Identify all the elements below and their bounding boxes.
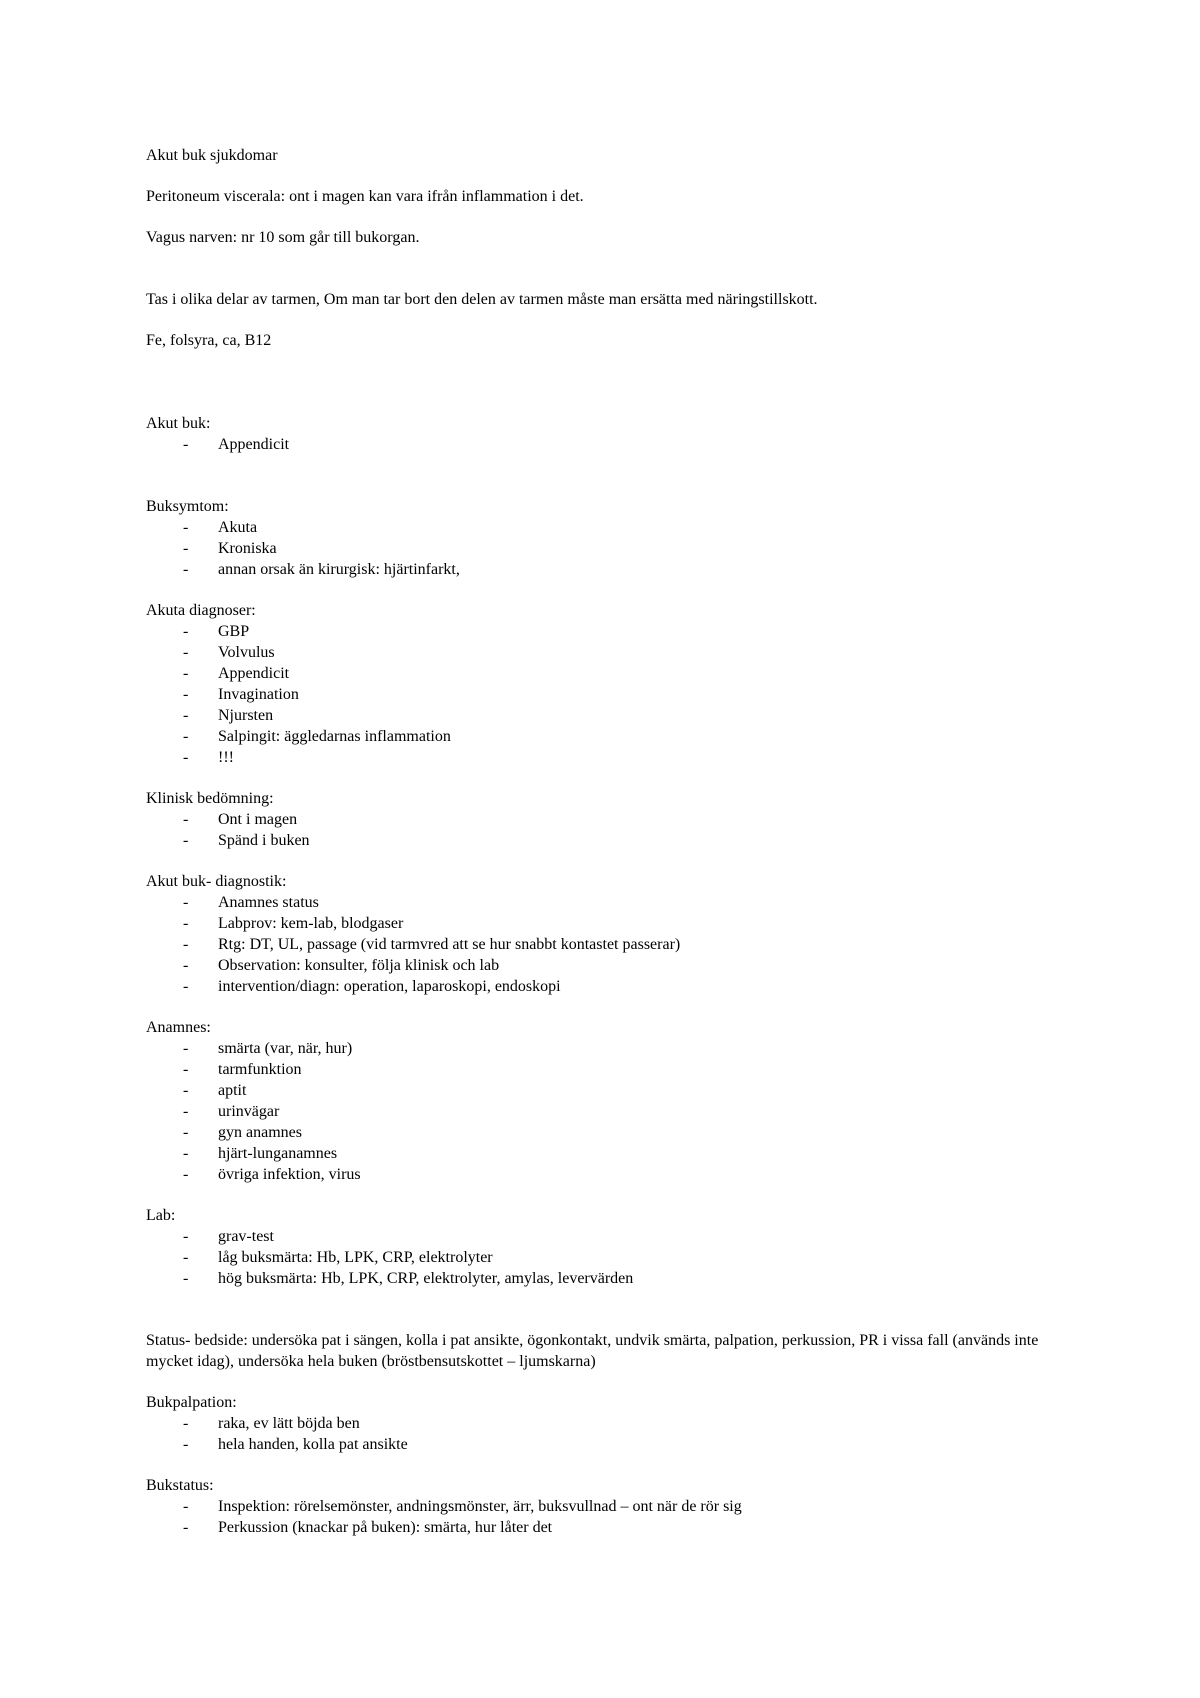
list-item bbox=[146, 1101, 1056, 1122]
dash-bullet: - bbox=[183, 832, 189, 849]
list-item-text: Spänd i buken bbox=[218, 832, 310, 849]
dash-bullet: - bbox=[183, 644, 189, 661]
dash-bullet: - bbox=[183, 915, 189, 932]
dash-bullet: - bbox=[183, 978, 189, 995]
list-item bbox=[146, 684, 1056, 705]
dash-bullet: - bbox=[183, 1228, 189, 1245]
list-item bbox=[146, 434, 1056, 455]
list-item-text: !!! bbox=[218, 749, 234, 766]
section-heading: Akuta diagnoser: bbox=[146, 602, 256, 619]
list-item bbox=[146, 1038, 1056, 1059]
list-item bbox=[146, 663, 1056, 684]
dash-bullet: - bbox=[183, 1082, 189, 1099]
section-heading: Akut buk- diagnostik: bbox=[146, 873, 287, 890]
document-title: Akut buk sjukdomar bbox=[146, 147, 278, 164]
list-item-text: raka, ev lätt böjda ben bbox=[218, 1415, 360, 1432]
list-item bbox=[146, 1226, 1056, 1247]
list-item-text: GBP bbox=[218, 623, 250, 640]
dash-bullet: - bbox=[183, 1166, 189, 1183]
list-item-text: Ont i magen bbox=[218, 811, 298, 828]
dash-bullet: - bbox=[183, 1436, 189, 1453]
list-item-text: låg buksmärta: Hb, LPK, CRP, elektrolyter bbox=[218, 1249, 493, 1266]
list-item-text: aptit bbox=[218, 1082, 247, 1099]
section-bukstatus bbox=[146, 1475, 1056, 1538]
dash-bullet: - bbox=[183, 1040, 189, 1057]
list-item bbox=[146, 1496, 1056, 1517]
list-item-text: gyn anamnes bbox=[218, 1124, 302, 1141]
list-item-text: övriga infektion, virus bbox=[218, 1166, 361, 1183]
dash-bullet: - bbox=[183, 1124, 189, 1141]
list-item-text: hjärt-lunganamnes bbox=[218, 1145, 338, 1162]
section-akuta-diagnoser bbox=[146, 600, 1056, 768]
section-heading: Akut buk: bbox=[146, 415, 211, 432]
dash-list bbox=[146, 892, 1056, 997]
section-heading: Klinisk bedömning: bbox=[146, 790, 274, 807]
section-heading: Anamnes: bbox=[146, 1019, 211, 1036]
list-item bbox=[146, 538, 1056, 559]
dash-bullet: - bbox=[183, 811, 189, 828]
list-item-text: Kroniska bbox=[218, 540, 277, 557]
dash-list bbox=[146, 434, 1056, 455]
list-item-text: hög buksmärta: Hb, LPK, CRP, elektrolyter, amylas, levervärden bbox=[218, 1270, 634, 1287]
list-item bbox=[146, 1059, 1056, 1080]
list-item bbox=[146, 892, 1056, 913]
dash-bullet: - bbox=[183, 540, 189, 557]
dash-bullet: - bbox=[183, 1498, 189, 1515]
list-item bbox=[146, 1080, 1056, 1101]
list-item bbox=[146, 747, 1056, 768]
dash-bullet: - bbox=[183, 1415, 189, 1432]
dash-bullet: - bbox=[183, 1249, 189, 1266]
dash-bullet: - bbox=[183, 665, 189, 682]
list-item bbox=[146, 1268, 1056, 1289]
list-item-text: Perkussion (knackar på buken): smärta, hur låter det bbox=[218, 1519, 553, 1536]
section-heading: Buksymtom: bbox=[146, 498, 229, 515]
dash-bullet: - bbox=[183, 749, 189, 766]
dash-bullet: - bbox=[183, 623, 189, 640]
dash-bullet: - bbox=[183, 1519, 189, 1536]
section-heading: Bukstatus: bbox=[146, 1477, 214, 1494]
list-item bbox=[146, 1517, 1056, 1538]
list-item-text: Salpingit: äggledarnas inflammation bbox=[218, 728, 451, 745]
intro-paragraph: Fe, folsyra, ca, B12 bbox=[146, 332, 272, 349]
dash-bullet: - bbox=[183, 707, 189, 724]
list-item-text: Labprov: kem-lab, blodgaser bbox=[218, 915, 404, 932]
list-item-text: hela handen, kolla pat ansikte bbox=[218, 1436, 408, 1453]
list-item-text: urinvägar bbox=[218, 1103, 280, 1120]
list-item bbox=[146, 955, 1056, 976]
intro-paragraph: Peritoneum viscerala: ont i magen kan vara ifrån inflammation i det. bbox=[146, 188, 584, 205]
list-item-text: Volvulus bbox=[218, 644, 275, 661]
dash-list bbox=[146, 809, 1056, 851]
list-item bbox=[146, 809, 1056, 830]
dash-bullet: - bbox=[183, 728, 189, 745]
list-item bbox=[146, 1434, 1056, 1455]
list-item-text: Anamnes status bbox=[218, 894, 319, 911]
section-heading: Bukpalpation: bbox=[146, 1394, 237, 1411]
dash-bullet: - bbox=[183, 957, 189, 974]
list-item-text: annan orsak än kirurgisk: hjärtinfarkt, bbox=[218, 561, 460, 578]
dash-list bbox=[146, 517, 1056, 580]
list-item bbox=[146, 726, 1056, 747]
intro-paragraph: Vagus narven: nr 10 som går till bukorgan. bbox=[146, 229, 420, 246]
list-item-text: Njursten bbox=[218, 707, 274, 724]
list-item-text: Appendicit bbox=[218, 436, 290, 453]
section-lab bbox=[146, 1205, 1056, 1289]
dash-list bbox=[146, 1413, 1056, 1455]
section-klinisk-bedomning bbox=[146, 788, 1056, 851]
dash-bullet: - bbox=[183, 1145, 189, 1162]
list-item-text: Akuta bbox=[218, 519, 258, 536]
list-item bbox=[146, 913, 1056, 934]
list-item bbox=[146, 705, 1056, 726]
list-item-text: Inspektion: rörelsemönster, andningsmönster, ärr, buksvullnad – ont när de rör sig bbox=[218, 1498, 742, 1515]
list-item bbox=[146, 1143, 1056, 1164]
list-item-text: intervention/diagn: operation, laparoskopi, endoskopi bbox=[218, 978, 561, 995]
list-item-text: Rtg: DT, UL, passage (vid tarmvred att se hur snabbt kontastet passerar) bbox=[218, 936, 681, 953]
list-item bbox=[146, 517, 1056, 538]
list-item-text: Invagination bbox=[218, 686, 299, 703]
list-item bbox=[146, 976, 1056, 997]
dash-bullet: - bbox=[183, 1061, 189, 1078]
dash-bullet: - bbox=[183, 686, 189, 703]
dash-bullet: - bbox=[183, 936, 189, 953]
intro-paragraph: Tas i olika delar av tarmen, Om man tar bort den delen av tarmen måste man ersätta med näringstillskott. bbox=[146, 291, 818, 308]
section-heading: Lab: bbox=[146, 1207, 176, 1224]
section-akut-buk bbox=[146, 413, 1056, 455]
list-item-text: tarmfunktion bbox=[218, 1061, 302, 1078]
list-item-text: grav-test bbox=[218, 1228, 274, 1245]
list-item bbox=[146, 1164, 1056, 1185]
list-item bbox=[146, 1122, 1056, 1143]
list-item-text: Appendicit bbox=[218, 665, 290, 682]
dash-bullet: - bbox=[183, 1270, 189, 1287]
list-item bbox=[146, 621, 1056, 642]
list-item bbox=[146, 1413, 1056, 1434]
section-bukpalpation bbox=[146, 1392, 1056, 1455]
document-body bbox=[146, 145, 1056, 1558]
dash-bullet: - bbox=[183, 894, 189, 911]
list-item bbox=[146, 642, 1056, 663]
dash-list bbox=[146, 1496, 1056, 1538]
dash-list bbox=[146, 621, 1056, 768]
dash-list bbox=[146, 1038, 1056, 1185]
section-buksymtom bbox=[146, 496, 1056, 580]
dash-bullet: - bbox=[183, 561, 189, 578]
list-item bbox=[146, 934, 1056, 955]
dash-bullet: - bbox=[183, 436, 189, 453]
section-anamnes bbox=[146, 1017, 1056, 1185]
dash-bullet: - bbox=[183, 519, 189, 536]
list-item bbox=[146, 1247, 1056, 1268]
list-item bbox=[146, 559, 1056, 580]
status-bedside-paragraph: Status- bedside: undersöka pat i sängen, kolla i pat ansikte, ögonkontakt, undvik smärta, palpation, perkussion, PR i vissa fall (används inte mycket idag), undersöka hela buken (bröstbensutskottet – ljumskarna) bbox=[146, 1332, 1039, 1370]
list-item bbox=[146, 830, 1056, 851]
list-item-text: smärta (var, när, hur) bbox=[218, 1040, 353, 1057]
section-akut-buk-diagnostik bbox=[146, 871, 1056, 997]
list-item-text: Observation: konsulter, följa klinisk och lab bbox=[218, 957, 500, 974]
dash-bullet: - bbox=[183, 1103, 189, 1120]
dash-list bbox=[146, 1226, 1056, 1289]
